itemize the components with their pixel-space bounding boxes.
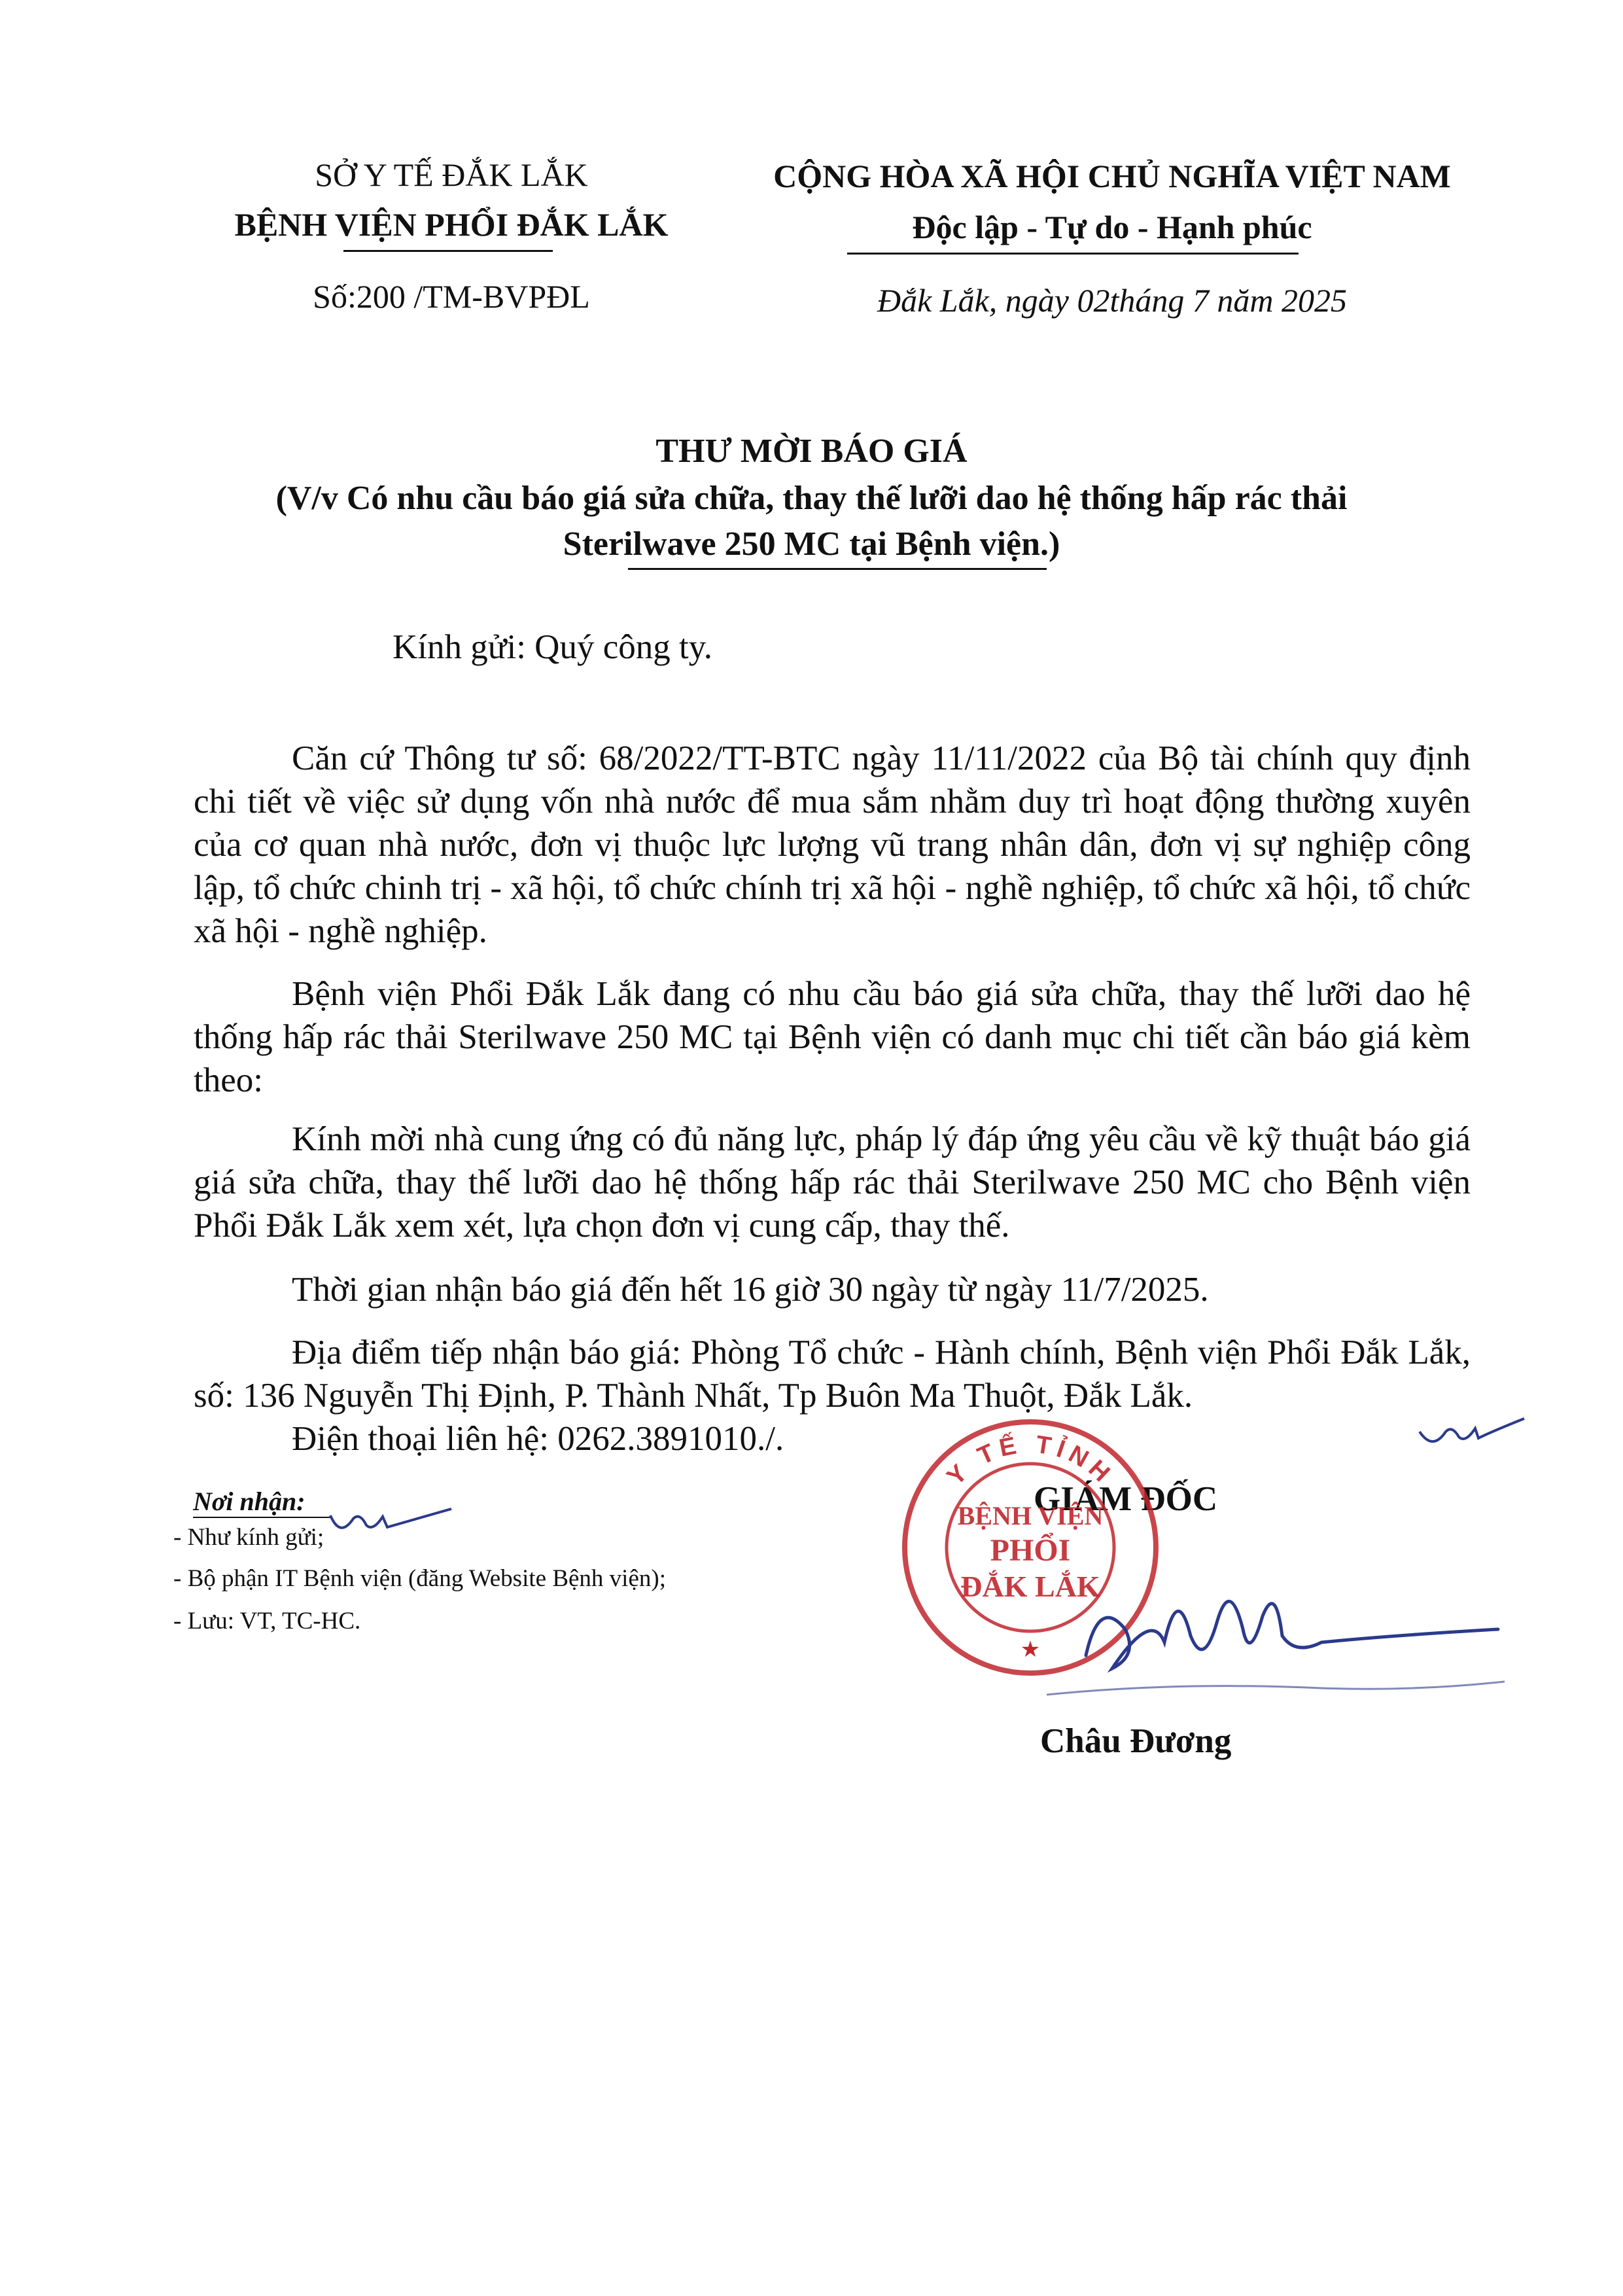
motto-underline [847,253,1299,255]
paragraph-text: Thời gian nhận báo giá đến hết 16 giờ 30 ngày từ ngày 11/7/2025. [292,1271,1209,1309]
issue-date: Đắk Lắk, ngày 02tháng 7 năm 2025 [877,282,1347,319]
stamp-line: BỆNH VIỆN [957,1501,1104,1530]
handwritten-signature [1047,1557,1518,1721]
paragraph-phone [194,1417,1471,1460]
paragraph-legal-basis [194,737,1471,953]
hospital-underline [343,250,553,252]
paragraph-text: Bệnh viện Phổi Đắk Lắk đang có nhu cầu báo giá sửa chữa, thay thế lưỡi dao hệ thống hấp rác thải Sterilwave 250 MC tại Bệnh viện có danh mục chi tiết cần báo giá kèm theo: [194,975,1471,1099]
recipient-item: - Như kính gửi; [173,1524,324,1551]
national-motto: Độc lập - Tự do - Hạnh phúc [912,209,1312,245]
paragraph-text: Địa điểm tiếp nhận báo giá: Phòng Tổ chức - Hành chính, Bệnh viện Phổi Đắk Lắk, số: 136 Nguyễn Thị Định, P. Thành Nhất, Tp Buôn Ma Thuột, Đắk Lắk. [194,1333,1471,1415]
recipient-item: - Bộ phận IT Bệnh viện (đăng Website Bệnh viện); [173,1565,666,1592]
stamp-line: PHỔI [990,1533,1071,1568]
stamp-top-text: Y TẾ TỈNH [941,1430,1119,1491]
paragraph-deadline [194,1268,1471,1311]
hospital-name: BỆNH VIỆN PHỔI ĐẮK LẮK [234,206,669,243]
paragraph-text: Căn cứ Thông tư số: 68/2022/TT-BTC ngày 11/11/2022 của Bộ tài chính quy định chi tiết về việc sử dụng vốn nhà nước để mua sắm nhằm duy trì hoạt động thường xuyên của cơ quan nhà nước, đơn vị thuộc lực lượng vũ trang nhân dân, đơn vị sự nghiệp công lập, tổ chức chinh trị - xã hội, tổ chức chính trị xã hội - nghề nghiệp, tổ chức xã hội, tổ chức xã hội - nghề nghiệp. [194,739,1471,950]
paragraph-location [194,1331,1471,1417]
paragraph-text: Kính mời nhà cung ứng có đủ năng lực, pháp lý đáp ứng yêu cầu về kỹ thuật báo giá giá sửa chữa, thay thế lưỡi dao hệ thống hấp rác thải Sterilwave 250 MC cho Bệnh viện Phổi Đắk Lắk xem xét, lựa chọn đơn vị cung cấp, thay thế. [194,1120,1471,1245]
recipient-item: - Lưu: VT, TC-HC. [173,1608,361,1634]
recipients-underline [193,1517,330,1518]
subject-line-2: Sterilwave 250 MC tại Bệnh viện.) [563,525,1060,563]
initials-mark [1413,1405,1531,1458]
salutation: Kính gửi: Quý công ty. [393,628,713,666]
document-number: Số:200 /TM-BVPĐL [313,278,590,315]
subject-underline [628,568,1047,570]
department-name: SỞ Y TẾ ĐẮK LẮK [315,156,588,193]
signer-position: GIÁM ĐỐC [1034,1480,1218,1518]
signer-name: Châu Đương [1040,1722,1232,1760]
subject-line-1: (V/v Có nhu cầu báo giá sửa chữa, thay thế lưỡi dao hệ thống hấp rác thải [275,480,1348,517]
recipients-heading: Nơi nhận: [193,1487,305,1516]
paragraph-invitation [194,1118,1471,1247]
initials-mark [327,1502,458,1542]
stamp-star-icon: ★ [1020,1638,1041,1662]
stamp-line: ĐẮK LẮK [960,1570,1100,1603]
paragraph-text: Điện thoại liên hệ: 0262.3891010./. [292,1420,784,1458]
paragraph-need [194,972,1471,1102]
document-title: THƯ MỜI BÁO GIÁ [655,433,968,470]
nation-title: CỘNG HÒA XÃ HỘI CHỦ NGHĨA VIỆT NAM [773,158,1451,194]
